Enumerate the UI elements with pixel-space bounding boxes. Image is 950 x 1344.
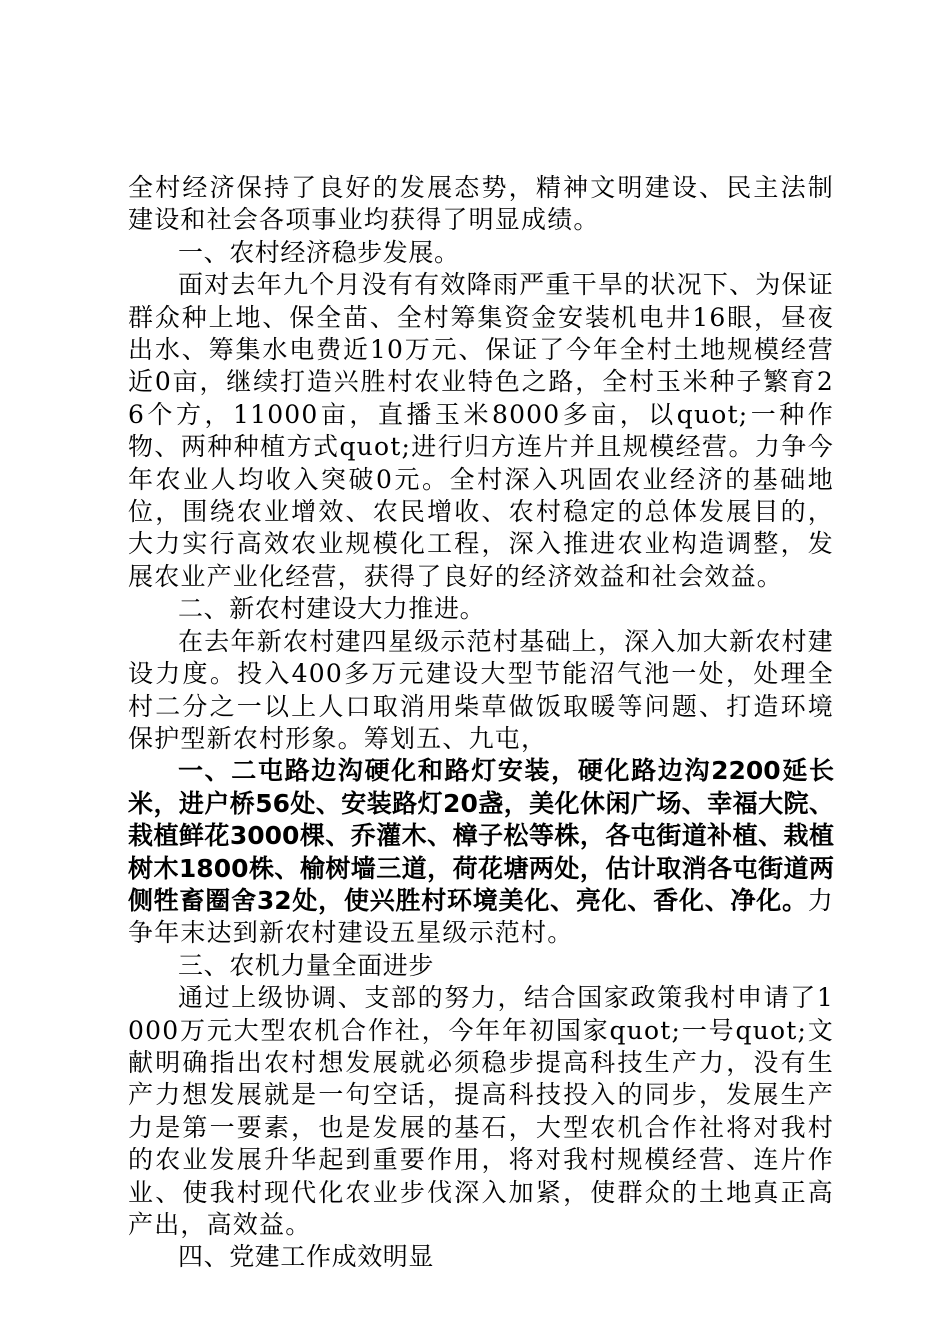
paragraph-agricultural-machinery: 通过上级协调、支部的努力，结合国家政策我村申请了1000万元大型农机合作社，今年年初国家quot;一号quot;文献明确指出农村想发展就必须稳步提高科技生产力，没有生产力想发展就是一句空话，提高科技投入的同步，发展生产力是第一要素，也是发展的基石，大型农机合作社将对我村的农业发展升华起到重要作用，将对我村规模经营、连片作业、使我村现代化农业步伐深入加紧，使群众的土地真正高产出，高效益。 — [128, 983, 834, 1239]
paragraph-infrastructure — [128, 755, 834, 949]
paragraph-infrastructure-plain: 力争年末达到新农村建设五星级示范村。 — [128, 885, 834, 948]
document-page — [128, 172, 834, 1274]
paragraph-intro: 全村经济保持了良好的发展态势，精神文明建设、民主法制建设和社会各项事业均获得了明显成绩。 — [128, 173, 834, 235]
paragraph-rural-economy: 面对去年九个月没有有效降雨严重干旱的状况下、为保证群众种上地、保全苗、全村筹集资金安装机电井16眼，昼夜出水、筹集水电费近10万元、保证了今年全村土地规模经营近0亩，继续打造兴胜村农业特色之路，全村玉米种子繁育26个方，11000亩，直播玉米8000多亩，以quot;一种作物、两种种植方式quot;进行归方连片并且规模经营。力争今年农业人均收入突破0元。全村深入巩固农业经济的基础地位，围绕农业增效、农民增收、农村稳定的总体发展目的，大力实行高效农业规模化工程，深入推进农业构造调整，发展农业产业化经营，获得了良好的经济效益和社会效益。 — [128, 270, 834, 591]
section-heading-agricultural-machinery: 三、农机力量全面进步 — [178, 950, 435, 980]
paragraph-new-countryside: 在去年新农村建四星级示范村基础上，深入加大新农村建设力度。投入400多万元建设大型节能沼气池一处，处理全村二分之一以上人口取消用柴草做饭取暖等问题、打造环境保护型新农村形象。筹划五、九屯， — [128, 626, 834, 753]
paragraph-infrastructure-bold: 一、二屯路边沟硬化和路灯安装，硬化路边沟2200延长米，进户桥56处、安装路灯20盏，美化休闲广场、幸福大院、栽植鲜花3000棵、乔灌木、樟子松等株，各屯街道补植、栽植树木1800株、榆树墙三道，荷花塘两处，估计取消各屯街道两侧牲畜圈舍32处，使兴胜村环境美化、亮化、香化、净化。 — [128, 756, 834, 915]
section-heading-party-building: 四、党建工作成效明显 — [178, 1242, 435, 1272]
section-heading-new-countryside: 二、新农村建设大力推进。 — [178, 594, 486, 624]
section-heading-rural-economy: 一、农村经济稳步发展。 — [178, 237, 460, 267]
